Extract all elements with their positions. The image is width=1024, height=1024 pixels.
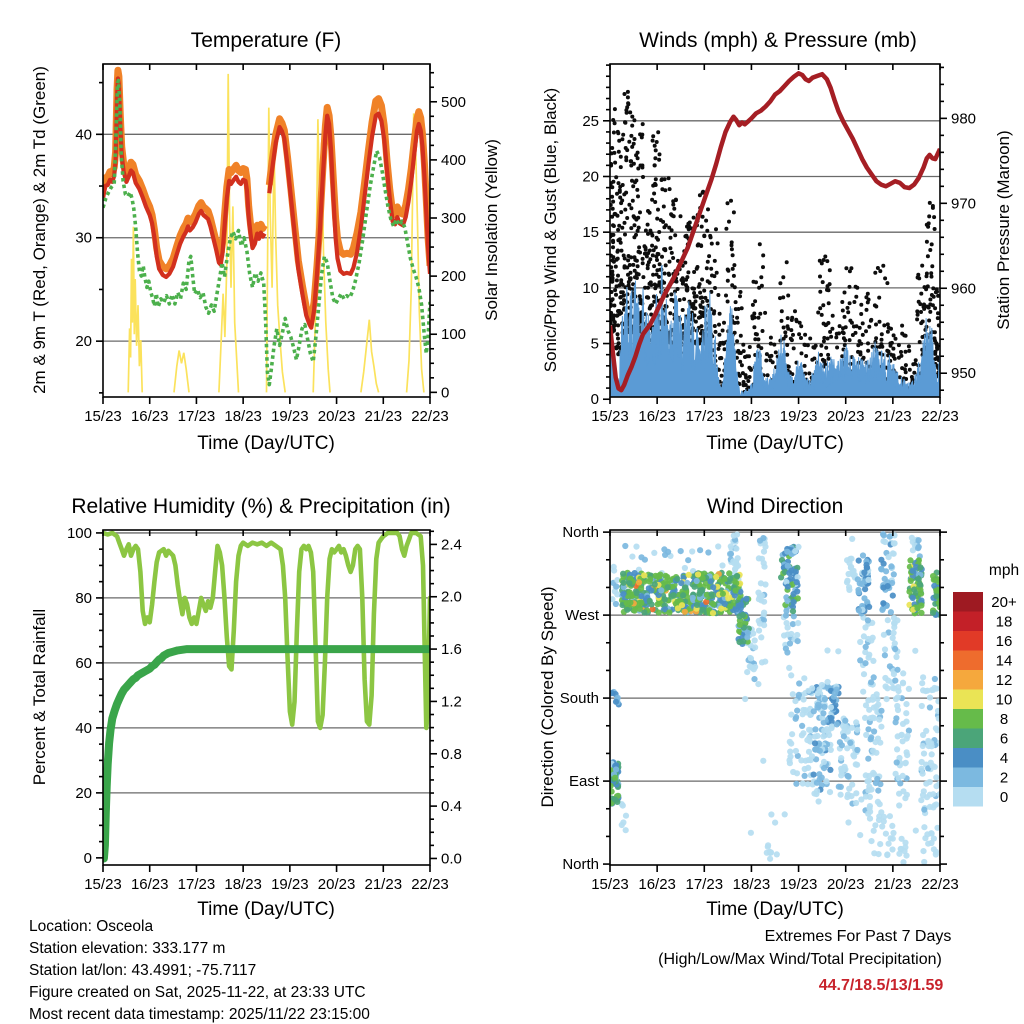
temperature-series <box>103 70 430 392</box>
svg-text:10: 10 <box>582 279 599 297</box>
legend-swatch-6 <box>953 729 983 749</box>
footer-location: Location: Osceola <box>29 918 154 935</box>
temperature-left-axis-label: 2m & 9m T (Red, Orange) & 2m Td (Green) <box>30 66 49 394</box>
svg-text:15/23: 15/23 <box>84 876 122 893</box>
svg-text:40: 40 <box>75 719 92 737</box>
svg-text:25: 25 <box>582 112 599 130</box>
extremes-values: 44.7/18.5/13/1.59 <box>818 977 944 994</box>
legend-label-2: 2 <box>999 769 1009 787</box>
extremes-title: Extremes For Past 7 Days <box>764 928 952 945</box>
footer-timestamp: Most recent data timestamp: 2025/11/22 23:15:00 <box>29 1006 370 1023</box>
wind_direction-panel <box>560 524 959 893</box>
winds-panel <box>582 64 976 425</box>
humidity-axes <box>67 525 462 893</box>
legend-swatch-2 <box>953 768 983 788</box>
svg-text:17/23: 17/23 <box>685 408 724 425</box>
legend-label-12: 12 <box>995 671 1013 689</box>
svg-text:18/23: 18/23 <box>224 408 262 425</box>
svg-text:21/23: 21/23 <box>874 408 912 425</box>
svg-text:17/23: 17/23 <box>177 876 216 893</box>
humidity-series <box>103 533 430 859</box>
svg-text:200: 200 <box>441 268 467 286</box>
svg-text:West: West <box>565 607 599 625</box>
svg-text:East: East <box>568 773 599 791</box>
humidity-left-axis-label: Percent & Total Rainfall <box>30 608 49 786</box>
svg-text:North: North <box>562 524 599 542</box>
temp-9m-line <box>103 70 430 319</box>
svg-text:19/23: 19/23 <box>271 408 309 425</box>
svg-text:21/23: 21/23 <box>364 408 403 425</box>
winds-series <box>608 73 941 399</box>
svg-text:400: 400 <box>441 151 467 169</box>
svg-text:18/23: 18/23 <box>224 876 262 893</box>
pressure-right-axis-label: Station Pressure (Maroon) <box>994 130 1013 330</box>
svg-text:40: 40 <box>75 126 92 144</box>
svg-text:20: 20 <box>75 333 92 351</box>
svg-text:980: 980 <box>951 110 977 128</box>
legend-label-10: 10 <box>995 691 1013 709</box>
svg-text:0: 0 <box>441 384 450 402</box>
svg-text:0.0: 0.0 <box>441 850 462 868</box>
speed-legend-title: mph <box>988 562 1020 579</box>
svg-text:22/23: 22/23 <box>921 408 959 425</box>
svg-text:21/23: 21/23 <box>364 876 403 893</box>
svg-text:60: 60 <box>75 654 92 672</box>
temperature-panel <box>75 64 466 425</box>
svg-text:5: 5 <box>590 335 599 353</box>
svg-text:80: 80 <box>75 589 92 607</box>
svg-text:0: 0 <box>83 849 92 867</box>
direction-left-axis-label: Direction (Colored By Speed) <box>538 586 557 808</box>
solar-right-axis-label: Solar Insolation (Yellow) <box>482 139 501 321</box>
svg-text:18/23: 18/23 <box>732 408 771 425</box>
legend-label-8: 8 <box>999 710 1009 728</box>
legend-label-20+: 20+ <box>991 593 1017 611</box>
speed-legend <box>953 592 1017 807</box>
legend-swatch-12 <box>953 670 983 690</box>
legend-swatch-16 <box>953 631 983 651</box>
svg-text:2.4: 2.4 <box>441 536 462 554</box>
humidity-panel <box>67 525 462 893</box>
svg-text:100: 100 <box>66 524 92 542</box>
svg-text:16/23: 16/23 <box>130 876 169 893</box>
svg-text:16/23: 16/23 <box>638 876 676 893</box>
footer-latlon: Station lat/lon: 43.4991; -75.7117 <box>29 962 257 979</box>
winds-x-axis-label: Time (Day/UTC) <box>706 433 844 454</box>
svg-text:2.0: 2.0 <box>441 588 462 606</box>
svg-text:100: 100 <box>441 326 467 344</box>
svg-text:20/23: 20/23 <box>317 876 356 893</box>
svg-text:15: 15 <box>582 224 599 242</box>
wind-direction-chart-title: Wind Direction <box>706 495 844 518</box>
total-rainfall-line <box>104 649 430 858</box>
svg-text:20/23: 20/23 <box>826 876 865 893</box>
svg-text:22/23: 22/23 <box>411 408 449 425</box>
svg-text:22/23: 22/23 <box>921 876 959 893</box>
legend-swatch-18 <box>953 612 983 632</box>
extremes-subtitle: (High/Low/Max Wind/Total Precipitation) <box>658 951 942 968</box>
svg-text:0.8: 0.8 <box>441 745 462 763</box>
legend-label-14: 14 <box>995 652 1013 670</box>
temperature-x-axis-label: Time (Day/UTC) <box>197 433 335 454</box>
svg-text:30: 30 <box>75 229 92 247</box>
svg-text:16/23: 16/23 <box>130 408 169 425</box>
svg-text:20: 20 <box>582 168 599 186</box>
legend-label-18: 18 <box>995 613 1013 631</box>
humidity-plot-box <box>103 530 430 865</box>
winds-chart-title: Winds (mph) & Pressure (mb) <box>639 29 917 52</box>
svg-text:18/23: 18/23 <box>732 876 771 893</box>
legend-swatch-10 <box>953 690 983 710</box>
footer-created: Figure created on Sat, 2025-11-22, at 23:33 UTC <box>29 984 366 1001</box>
legend-swatch-0 <box>953 787 983 807</box>
svg-text:1.6: 1.6 <box>441 641 462 659</box>
legend-label-6: 6 <box>999 730 1009 748</box>
legend-swatch-14 <box>953 651 983 671</box>
legend-label-16: 16 <box>995 632 1013 650</box>
legend-label-4: 4 <box>999 749 1009 767</box>
svg-text:950: 950 <box>951 365 977 383</box>
svg-text:North: North <box>562 856 599 874</box>
svg-text:20/23: 20/23 <box>317 408 356 425</box>
svg-text:15/23: 15/23 <box>591 876 629 893</box>
svg-text:17/23: 17/23 <box>685 876 724 893</box>
svg-text:22/23: 22/23 <box>411 876 449 893</box>
legend-swatch-4 <box>953 748 983 768</box>
svg-text:20: 20 <box>75 784 92 802</box>
svg-text:15/23: 15/23 <box>591 408 629 425</box>
wind-left-axis-label: Sonic/Prop Wind & Gust (Blue, Black) <box>541 87 560 373</box>
svg-text:1.2: 1.2 <box>441 693 462 711</box>
svg-text:19/23: 19/23 <box>779 876 818 893</box>
humidity-chart-title: Relative Humidity (%) & Precipitation (in) <box>71 495 451 518</box>
svg-text:21/23: 21/23 <box>874 876 912 893</box>
svg-text:970: 970 <box>951 195 977 213</box>
svg-text:15/23: 15/23 <box>84 408 122 425</box>
svg-text:300: 300 <box>441 210 467 228</box>
svg-text:19/23: 19/23 <box>271 876 309 893</box>
svg-text:17/23: 17/23 <box>177 408 216 425</box>
svg-text:16/23: 16/23 <box>638 408 676 425</box>
footer-elevation: Station elevation: 333.177 m <box>29 940 226 957</box>
direction-x-axis-label: Time (Day/UTC) <box>706 899 844 920</box>
legend-swatch-20+ <box>953 592 983 612</box>
svg-text:20/23: 20/23 <box>826 408 865 425</box>
svg-text:0: 0 <box>590 391 599 409</box>
svg-text:500: 500 <box>441 93 467 111</box>
svg-text:960: 960 <box>951 280 977 298</box>
legend-label-0: 0 <box>999 788 1009 806</box>
svg-text:19/23: 19/23 <box>779 408 818 425</box>
svg-text:South: South <box>559 690 599 708</box>
relative-humidity-line <box>103 533 430 728</box>
legend-swatch-8 <box>953 709 983 729</box>
svg-text:0.4: 0.4 <box>441 798 462 816</box>
temperature-chart-title: Temperature (F) <box>190 29 342 52</box>
humidity-x-axis-label: Time (Day/UTC) <box>197 899 335 920</box>
